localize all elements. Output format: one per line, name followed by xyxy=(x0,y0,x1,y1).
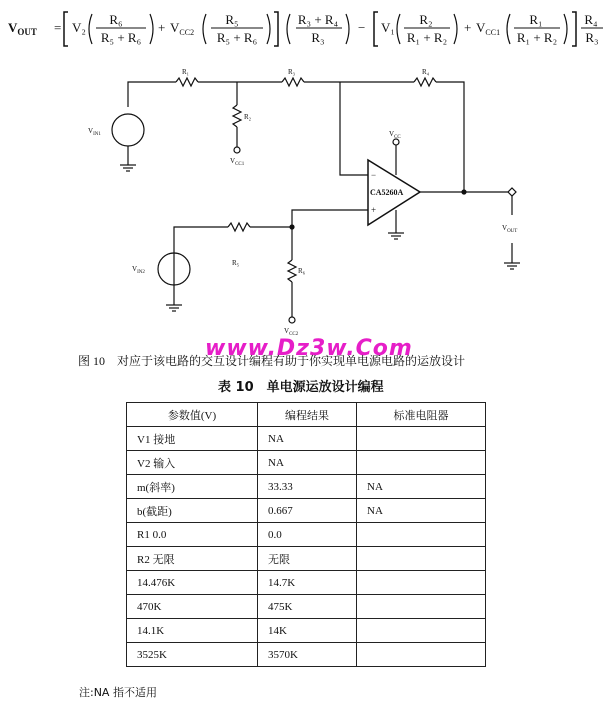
table-row: V2 输入 NA xyxy=(127,451,486,475)
svg-text:VCC2: $V_{CC2}$ xyxy=(170,20,195,37)
header-result: 编程结果 xyxy=(258,403,357,427)
svg-text:+: + xyxy=(158,20,166,35)
header-param: 参数值(V) xyxy=(127,403,258,427)
table-note: 注:NA 指不适用 xyxy=(79,686,157,699)
vout-formula xyxy=(6,6,606,50)
figure-caption: 图 10 对应于该电路的交互设计编程有助于你实现单电源电路的运放设计 xyxy=(78,354,466,368)
svg-text:+: + xyxy=(464,20,472,35)
svg-text:VCC: $V_{CC}$ xyxy=(389,130,401,140)
svg-text:R₁ + R₂: R₁ + R₂ xyxy=(406,30,448,45)
svg-text:R₄: R₄ xyxy=(422,68,430,76)
formula-vout: V xyxy=(8,20,18,35)
table-row: 3525K 3570K xyxy=(127,643,486,667)
svg-text:R₁ + R₂: R₁ + R₂ xyxy=(516,30,558,45)
table-row: R2 无限 无限 xyxy=(127,547,486,571)
svg-text:R₁: R₁ xyxy=(182,68,190,76)
svg-text:R₄: R₄ xyxy=(584,12,598,27)
svg-text:−: − xyxy=(371,170,377,180)
resistor-r2 xyxy=(233,105,241,127)
svg-text:R₂: R₂ xyxy=(244,113,252,121)
svg-text:V₁: V₁ xyxy=(381,20,395,35)
table-row: 14.1K 14K xyxy=(127,619,486,643)
svg-text:+: + xyxy=(371,205,377,215)
table-row: V1 接地 NA xyxy=(127,427,486,451)
table-row: R1 0.0 0.0 xyxy=(127,523,486,547)
svg-text:VIN2: $V_{IN2}$ xyxy=(132,265,145,275)
svg-text:R₁: R₁ xyxy=(529,12,543,27)
svg-text:VOUT: $V_{OUT}$ xyxy=(502,224,518,234)
svg-text:VIN1: $V_{IN1}$ xyxy=(88,127,101,137)
resistor-r4 xyxy=(414,78,436,86)
svg-text:VCC2: $V_{CC2}$ xyxy=(284,327,299,337)
table-header-row xyxy=(127,403,486,427)
table-row: m(斜率) 33.33 NA xyxy=(127,475,486,499)
resistor-r6 xyxy=(288,260,296,282)
resistor-r1 xyxy=(176,78,198,86)
svg-text:R₆: R₆ xyxy=(298,267,306,275)
header-standard: 标准电阻器 xyxy=(357,403,486,427)
svg-text:R₆: R₆ xyxy=(109,12,123,27)
table-row: b(截距) 0.667 NA xyxy=(127,499,486,523)
resistor-r3 xyxy=(282,78,304,86)
circuit-schematic xyxy=(0,55,608,350)
design-table xyxy=(126,402,486,667)
svg-text:R₅: R₅ xyxy=(225,12,239,27)
svg-text:CA5260A: CA5260A xyxy=(370,188,404,197)
svg-text:VOUT: $V_{OUT}$ xyxy=(8,20,37,37)
table-row: 470K 475K xyxy=(127,595,486,619)
vin1-source-icon xyxy=(112,114,144,146)
svg-text:R₅: R₅ xyxy=(232,259,240,267)
watermark: www.Dz3w.Com xyxy=(205,336,413,361)
svg-text:R₂: R₂ xyxy=(419,12,433,27)
table-row: 14.476K 14.7K xyxy=(127,571,486,595)
table-title: 表 10 单电源运放设计编程 xyxy=(218,380,384,395)
svg-text:R₅ + R₆: R₅ + R₆ xyxy=(100,30,142,45)
svg-text:VCC1: $V_{CC1}$ xyxy=(476,20,501,37)
svg-text:V₂: V₂ xyxy=(72,20,86,35)
resistor-r5 xyxy=(228,223,250,231)
svg-text:VCC1: $V_{CC1}$ xyxy=(230,157,245,167)
svg-text:R₃ + R₄: R₃ + R₄ xyxy=(297,12,339,27)
svg-text:−: − xyxy=(358,20,366,35)
svg-text:R₃: R₃ xyxy=(311,30,325,45)
svg-text:R₃: R₃ xyxy=(288,68,296,76)
svg-text:R₅ + R₆: R₅ + R₆ xyxy=(216,30,258,45)
svg-text:=: = xyxy=(54,20,62,35)
svg-text:R₃: R₃ xyxy=(585,30,599,45)
